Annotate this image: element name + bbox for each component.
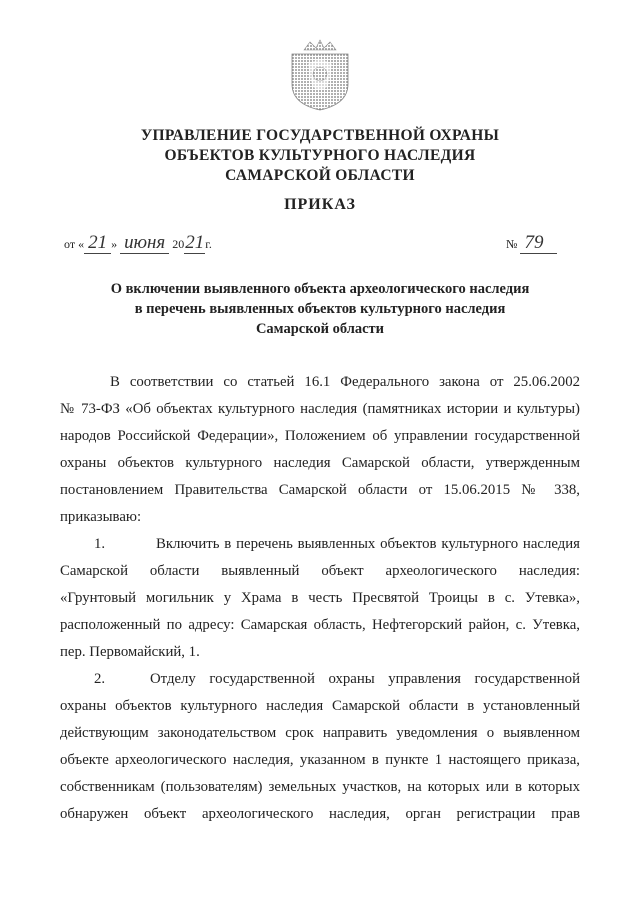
number-value: 79 [520, 232, 557, 254]
org-name-line-3: САМАРСКОЙ ОБЛАСТИ [225, 167, 415, 184]
subject-line-1: О включении выявленного объекта археологического наследия [110, 281, 530, 297]
item-2-line: объекте археологического наследия, указанном в пункте 1 настоящего приказа, [60, 752, 580, 768]
item-1-line: «Грунтовый могильник у Храма в честь Пресвятой Троицы в с. Утевка», [60, 590, 580, 606]
subject-line-2: в перечень выявленных объектов культурного наследия [134, 301, 506, 317]
item-1-line: 1. Включить в перечень выявленных объектов культурного наследия [94, 536, 580, 552]
item-2-line: 2. Отделу государственной охраны управления государственной [94, 671, 580, 687]
document-type-title: ПРИКАЗ [284, 196, 356, 213]
item-1-line: пер. Первомайский, 1. [60, 644, 200, 660]
item-2-line: обнаружен объект археологического наследия, орган регистрации прав [60, 806, 580, 822]
body-line: охраны объектов культурного наследия Самарской области, утвержденным [60, 455, 580, 471]
date-month: июня [120, 232, 169, 254]
body-line: В соответствии со статьей 16.1 Федерального закона от 25.06.2002 [110, 374, 580, 390]
item-2-line: действующим законодательством срок направить уведомления о выявленном [60, 725, 580, 741]
body-line: народов Российской Федерации», Положением об управлении государственной [60, 428, 580, 444]
date-prefix: от « [64, 237, 85, 251]
subject-line-3: Самарской области [255, 321, 385, 337]
item-1-line: Самарской области выявленный объект археологического наследия: [60, 563, 580, 579]
item-2-line: охраны объектов культурного наследия Самарской области в установленный [60, 698, 580, 714]
date-day: 21 [84, 232, 111, 254]
number-prefix: № [506, 237, 518, 251]
body-line: постановлением Правительства Самарской области от 15.06.2015 № 338, [60, 482, 580, 498]
body-line: № 73-ФЗ «Об объектах культурного наследия (памятниках истории и культуры) [60, 401, 580, 417]
date-mid: » [111, 237, 121, 251]
date-year-prefix: 20 [169, 237, 185, 251]
order-date [64, 232, 212, 254]
org-name-line-2: ОБЪЕКТОВ КУЛЬТУРНОГО НАСЛЕДИЯ [164, 147, 476, 164]
date-year-suffix: 21 [185, 232, 205, 253]
date-suffix: г. [205, 237, 212, 251]
body-line: приказываю: [60, 509, 142, 525]
item-2-line: собственникам (пользователям) земельных участков, на которых или в которых [60, 779, 580, 795]
item-1-line: расположенный по адресу: Самарская область, Нефтегорский район, с. Утевка, [60, 617, 580, 633]
coat-of-arms-emblem [286, 36, 354, 112]
org-name-line-1: УПРАВЛЕНИЕ ГОСУДАРСТВЕННОЙ ОХРАНЫ [140, 127, 500, 144]
order-number [506, 232, 557, 254]
